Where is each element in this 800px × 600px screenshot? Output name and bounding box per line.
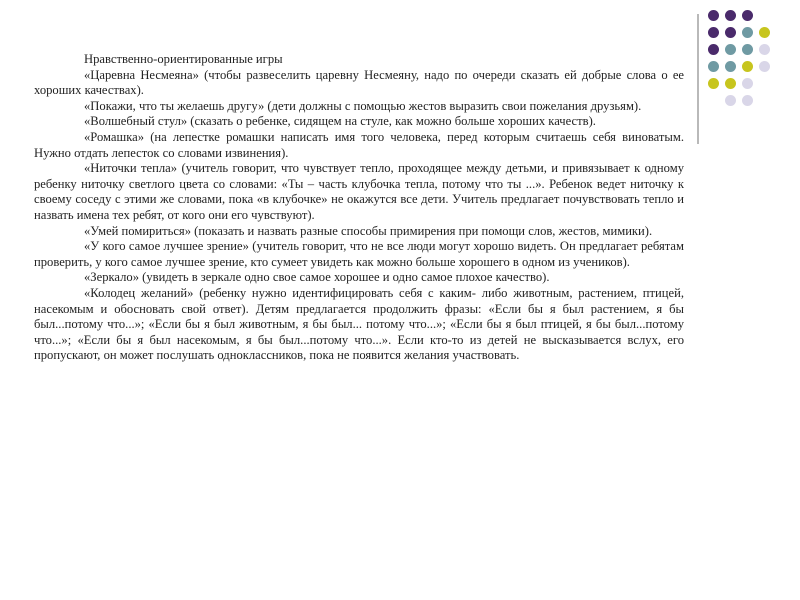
decorative-dot — [708, 61, 719, 72]
decorative-dot — [759, 44, 770, 55]
paragraph-nitochki-tepla: «Ниточки тепла» (учитель говорит, что чувствует тепло, проходящее между детьми, и привязывает к одному ребенку ниточку светлого цвета со словами: «Ты – часть клубочка тепла, потому что ты ...». Ребенок ведет ниточку к своему соседу с этими же словами, пока «в клубочке» не окажутся все дети. Учитель предлагает почувствовать тепло и назвать имена тех ребят, от кого они его чувствуют). — [34, 161, 684, 222]
paragraph-kolodets-zhelaniy: «Колодец желаний» (ребенку нужно идентифицировать себя с каким- либо животным, растением, птицей, насекомым и обосновать свой ответ). Детям предлагается продолжить фразы: «Если бы я был растением, я бы был...потому что...»; «Если бы я был животным, я бы был... потому что...»; «Если бы я был птицей, я бы был...потому что...»; «Если бы я был насекомым, я бы был...потому что...». Если кто-то из детей не высказывается вслух, его пропускают, он может послушать одноклассников, пока не появится желания участвовать. — [34, 285, 684, 363]
decorative-dot — [742, 61, 753, 72]
decorative-dot — [759, 61, 770, 72]
decorative-dot — [742, 27, 753, 38]
paragraph-pokazhi: «Покажи, что ты желаешь другу» (дети должны с помощью жестов выразить свои пожелания друзьям). — [84, 98, 642, 113]
decorative-vertical-line — [697, 14, 699, 144]
paragraph-luchshee-zrenie: «У кого самое лучшее зрение» (учитель говорит, что не все люди могут хорошо видеть. Он предлагает ребятам проверить, у кого самое лучшее зрение, кто сумеет увидеть как можно больше хорошего в одном из учеников). — [34, 239, 684, 269]
document-body — [34, 52, 684, 364]
decorative-dot — [725, 78, 736, 89]
decorative-dot — [725, 61, 736, 72]
paragraph-zerkalo: «Зеркало» (увидеть в зеркале одно свое самое хорошее и одно самое плохое качество). — [84, 270, 550, 285]
document-heading: Нравственно-ориентированные игры — [84, 52, 283, 66]
paragraph-volshebny-stul: «Волшебный стул» (сказать о ребенке, сидящем на стуле, как можно больше хороших качеств). — [84, 114, 596, 129]
decorative-dot — [742, 44, 753, 55]
paragraph-umey-pomiritsya: «Умей помириться» (показать и назвать разные способы примирения при помощи слов, жестов, мимики). — [84, 223, 653, 238]
decorative-dot — [742, 95, 753, 106]
decorative-dot — [708, 27, 719, 38]
decorative-dot — [742, 10, 753, 21]
paragraph-tsarevna-nesmeyana: «Царевна Несмеяна» (чтобы развеселить царевну Несмеяну, надо по очереди сказать ей добрые слова о ее хороших качествах). — [34, 67, 684, 98]
decorative-dot — [725, 10, 736, 21]
decorative-dot — [725, 95, 736, 106]
paragraph-romashka: «Ромашка» (на лепестке ромашки написать имя того человека, перед которым считаешь себя виноватым. Нужно отдать лепесток со словами извинения). — [34, 129, 684, 160]
decorative-dot — [708, 44, 719, 55]
decorative-dot — [759, 27, 770, 38]
decorative-dot — [742, 78, 753, 89]
decorative-dot — [725, 44, 736, 55]
decorative-dot — [708, 78, 719, 89]
decorative-dot — [708, 10, 719, 21]
decorative-dot — [725, 27, 736, 38]
